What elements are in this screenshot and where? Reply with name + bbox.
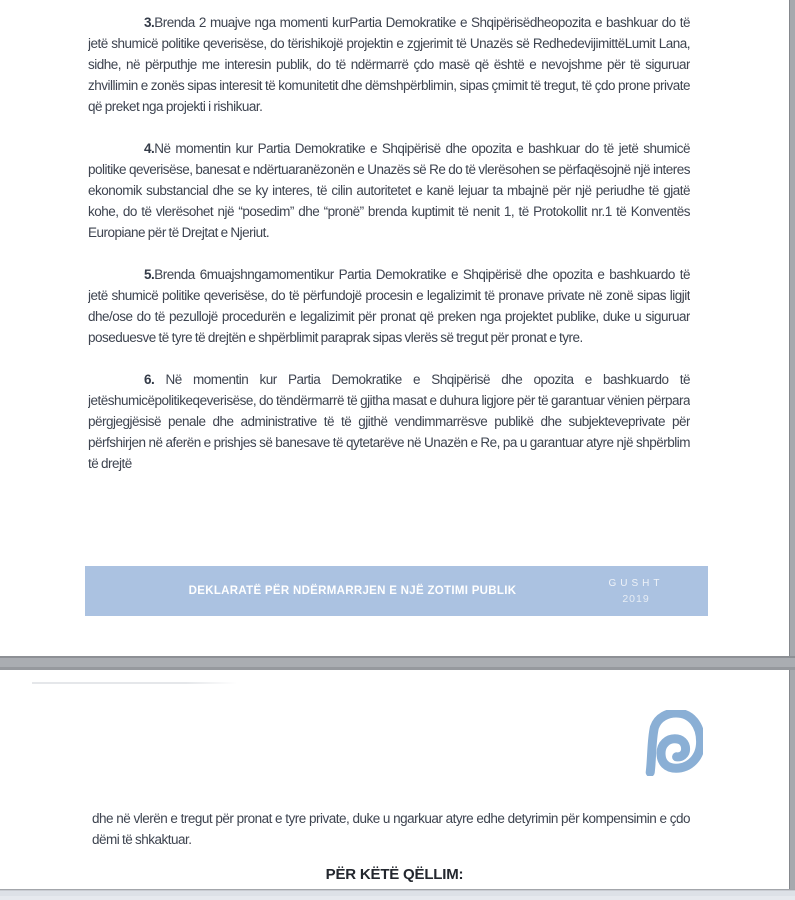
page1-text-block — [88, 12, 690, 495]
horizontal-scrollbar-track[interactable] — [0, 889, 795, 900]
paragraph-5 — [88, 264, 690, 348]
paragraph-3-text: Brenda 2 muajve nga momenti kurPartia Demokratike e Shqipërisëdheopozita e bashkuar do të jetë shumicë politike qeverisëse, do tërishikojë projektin e zgjerimit të Unazës së RedhedevijimittëLumit Lana, sidhe, në përputhje me interesin publik, do të ndërmarrë çdo masë që është e nevojshme për të siguruar zhvillimin e zonës sipas interesit të komunitetit dhe dëmshpërblimin, sipas çmimit të tregut, të çdo prone private që preket nga projekti i rishikuar. — [88, 15, 690, 114]
paragraph-5-text: Brenda 6muajshngamomentikur Partia Demokratike e Shqipërisë dhe opozita e bashkuardo të jetë shumicë politike qeverisëse, do të përfundojë procesin e legalizimit të pronave private në zonë sipas ligjit dhe/ose do të pezullojë procedurën e legalizimit për pronat që preken nga projektet publike, duke u siguruar poseduesve të tyre të drejtën e shpërblimit paraprak sipas vlerës së tregut për pronat e tyre. — [88, 267, 690, 345]
footer-banner-year: 2019 — [622, 592, 650, 605]
paragraph-6-number: 6. — [144, 372, 155, 387]
document-page-2 — [0, 670, 789, 889]
paragraph-4-text: Në momentin kur Partia Demokratike e Shqipërisë dhe opozita e bashkuar do të jetë shumicë politike qeverisëse, banesat e ndërtuaranëzonën e Unazës së Re do të vlerësohen se përfaqësojnë një interes ekonomik substancial dhe se ky interes, të cilin autoritetet e kanë lejuar ta mbajnë për një periudhe të gjatë kohe, do të vlerësohet një “posedim” dhe “pronë” brenda kuptimit të nenit 1, të Protokollit nr.1 të Konventës Europiane për të Drejtat e Njeriut. — [88, 141, 690, 240]
table-border-fragment — [32, 682, 237, 684]
pd-spiral-d-logo-icon — [643, 710, 703, 776]
page-separator — [0, 656, 795, 670]
qellim-heading: PËR KËTË QËLLIM: — [325, 866, 464, 883]
pd-logo-path — [650, 713, 700, 772]
paragraph-4-number: 4. — [144, 141, 155, 156]
footer-banner-title: DEKLARATË PËR NDËRMARRJEN E NJË ZOTIMI PUBLIK — [188, 585, 517, 597]
paragraph-4 — [88, 138, 690, 243]
continuation-paragraph: dhe në vlerën e tregut për pronat e tyre private, duke u ngarkuar atyre edhe detyrimin për kompensimin e çdo dëmi të shkaktuar. — [92, 811, 690, 847]
paragraph-3-number: 3. — [144, 15, 155, 30]
viewer-right-gutter — [789, 0, 795, 900]
paragraph-6-text: Në momentin kur Partia Demokratike e Shqipërisë dhe opozita e bashkuardo të jetëshumicëpolitikeqeverisëse, do tëndërmarrë të gjitha masat e duhura ligjore për të garantuar vënien përpara përgjegjësisë penale dhe administrative të të gjithë vendimmarrësve publikë dhe subjekteveprivate për përfshirjen në aferën e prishjes së banesave të qytetarëve në Unazën e Re, pa u garantuar atyre një shpërblim të drejtë — [88, 372, 690, 471]
footer-banner — [85, 566, 708, 616]
footer-banner-date — [590, 578, 708, 605]
footer-banner-month: GUSHT — [608, 577, 664, 589]
paragraph-3 — [88, 12, 690, 117]
paragraph-6 — [88, 369, 690, 474]
paragraph-5-number: 5. — [144, 267, 155, 282]
